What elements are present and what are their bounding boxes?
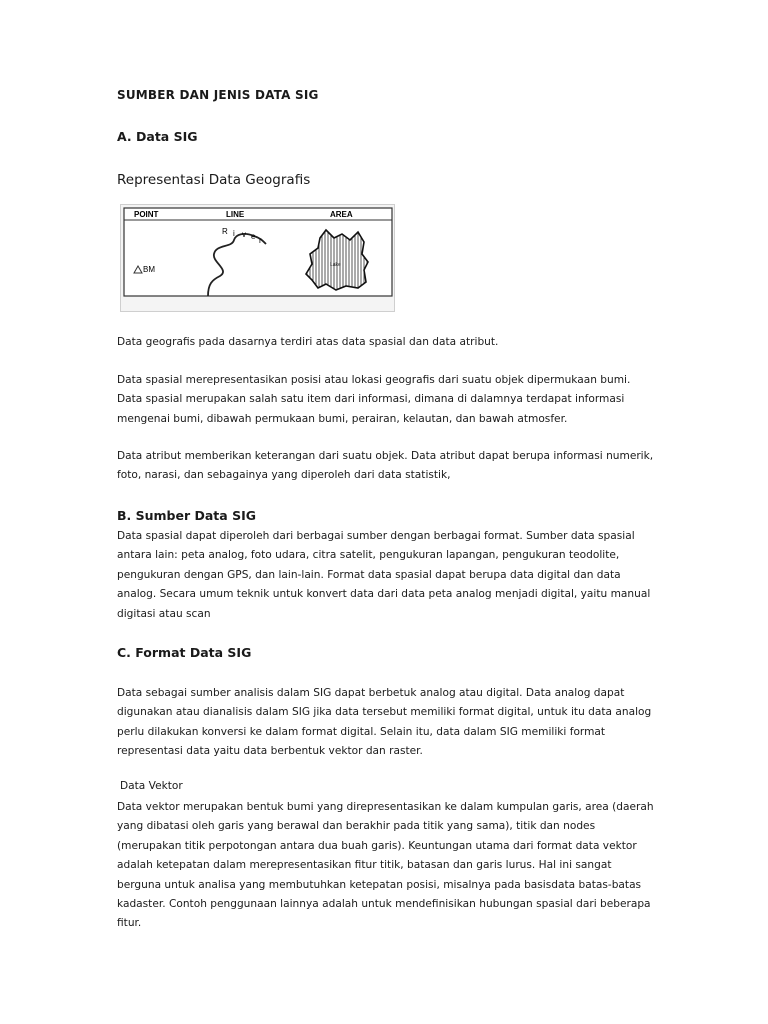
figure-header-area: AREA — [330, 210, 353, 219]
river-letter-e: e — [251, 232, 256, 241]
paragraph-geografis: Data geografis pada dasarnya terdiri atas data spasial dan data atribut. — [117, 336, 499, 348]
figure-header-line: LINE — [226, 210, 245, 219]
section-a-heading: A. Data SIG — [117, 129, 198, 144]
document-title: SUMBER DAN JENIS DATA SIG — [117, 88, 319, 102]
point-label: BM — [143, 265, 155, 274]
data-vektor-label: Data Vektor — [120, 780, 183, 792]
river-letter-r: R — [222, 227, 228, 236]
paragraph-format: Data sebagai sumber analisis dalam SIG dapat berbetuk analog atau digital. Data analog dapat digunakan atau dianalisis dalam SIG jika data tersebut memiliki format digital, untuk itu data analog perlu dilakukan konversi ke dalam format digital. Selain itu, data dalam SIG memiliki format representasi data yaitu data berbentuk vektor dan raster. — [117, 687, 652, 758]
river-letter-r2: r — [259, 236, 262, 245]
area-label: Lake — [330, 262, 341, 268]
river-letter-v: v — [242, 230, 246, 239]
section-c-heading: C. Format Data SIG — [117, 645, 252, 660]
paragraph-spasial: Data spasial merepresentasikan posisi atau lokasi geografis dari suatu objek dipermukaan bumi. Data spasial merupakan salah satu item dari informasi, dimana di dalamnya terdapat informasi mengenai bumi, dibawah permukaan bumi, perairan, kelautan, dan bawah atmosfer. — [117, 374, 631, 425]
section-b-heading: B. Sumber Data SIG — [117, 508, 256, 523]
river-letter-i: i — [233, 229, 235, 238]
paragraph-sumber: Data spasial dapat diperoleh dari berbagai sumber dengan berbagai format. Sumber data spasial antara lain: peta analog, foto udara, citra satelit, pengukuran lapangan, pengukuran teodolite, pengukuran dengan GPS, dan lain-lain. Format data spasial dapat berupa data digital dan data analog. Secara umum teknik untuk konvert data dari data peta analog menjadi digital, yaitu manual digitasi atau scan — [117, 530, 651, 620]
representasi-subheading: Representasi Data Geografis — [117, 172, 311, 188]
figure-header-point: POINT — [134, 210, 159, 219]
paragraph-vektor: Data vektor merupakan bentuk bumi yang direpresentasikan ke dalam kumpulan garis, area (daerah yang dibatasi oleh garis yang berawal dan berakhir pada titik yang sama), titik dan nodes (merupakan titik perpotongan antara dua buah garis). Keuntungan utama dari format data vektor adalah ketepatan dalam merepresentasikan fitur titik, batasan dan garis lurus. Hal ini sangat berguna untuk analisa yang membutuhkan ketepatan posisi, misalnya pada basisdata batas-batas kadaster. Contoh penggunaan lainnya adalah untuk mendefinisikan hubungan spasial dari beberapa fitur. — [117, 801, 654, 930]
gis-representation-figure — [120, 204, 398, 312]
paragraph-atribut: Data atribut memberikan keterangan dari suatu objek. Data atribut dapat berupa informasi numerik, foto, narasi, dan sebagainya yang diperoleh dari data statistik, — [117, 450, 654, 482]
